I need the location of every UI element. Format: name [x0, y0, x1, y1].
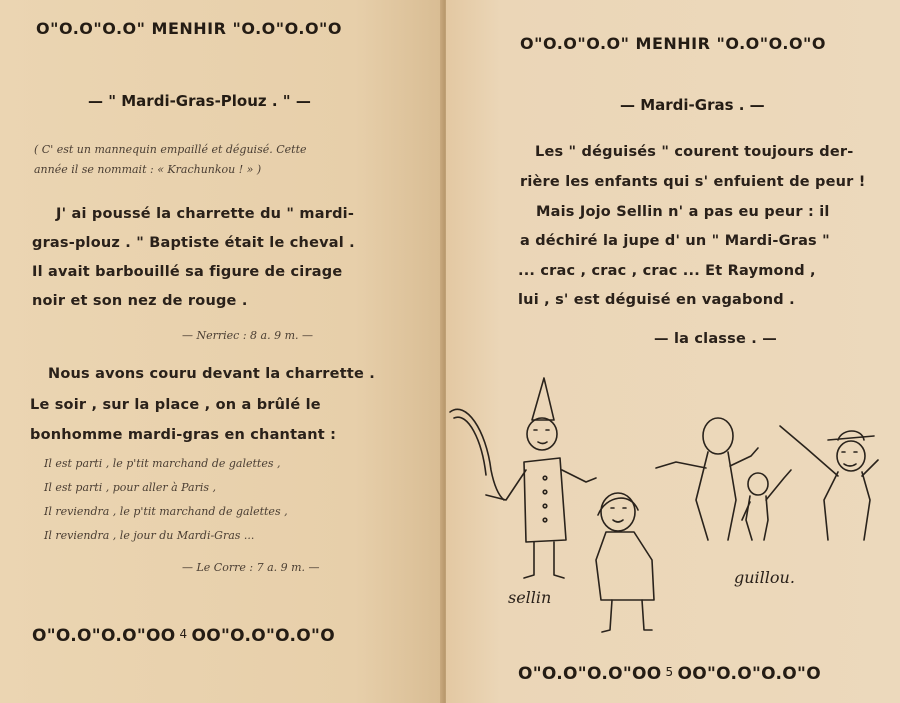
- small-figure-drawing: [742, 470, 791, 540]
- girl-figure-drawing: [596, 493, 654, 632]
- song-line: Il reviendra , le jour du Mardi-Gras ...: [44, 529, 255, 542]
- signature: — Nerriec : 8 a. 9 m. —: [182, 329, 314, 342]
- paragraph-line: lui , s' est déguisé en vagabond .: [518, 292, 795, 308]
- paragraph-line: noir et son nez de rouge .: [32, 293, 248, 309]
- page-number: 5: [665, 665, 674, 679]
- paragraph-line: J' ai poussé la charrette du " mardi-: [56, 206, 355, 222]
- song-line: Il reviendra , le p'tit marchand de galettes ,: [44, 505, 288, 518]
- paragraph-line: ... crac , crac , crac ... Et Raymond ,: [518, 263, 816, 279]
- drawing-signature-guillou: guillou.: [734, 568, 795, 587]
- paragraph-line: bonhomme mardi-gras en chantant :: [30, 427, 337, 443]
- right-page-title: — Mardi-Gras . —: [620, 96, 765, 114]
- paragraph-line: Il avait barbouillé sa figure de cirage: [32, 264, 343, 280]
- left-page-title: — " Mardi-Gras-Plouz . " —: [88, 92, 311, 110]
- intro-line: ( C' est un mannequin empaillé et déguisé. Cette: [34, 143, 307, 156]
- paragraph-line: gras-plouz . " Baptiste était le cheval .: [32, 235, 355, 251]
- hat-figure-drawing: [450, 378, 596, 578]
- paragraph-line: Le soir , sur la place , on a brûlé le: [30, 397, 321, 413]
- song-line: Il est parti , le p'tit marchand de galettes ,: [44, 457, 281, 470]
- left-page: [0, 0, 444, 703]
- drawing-signature-sellin: sellin: [508, 588, 552, 607]
- left-page-header: O"O.O"O.O" MENHIR "O.O"O.O"O: [36, 19, 342, 38]
- paragraph-line: Nous avons couru devant la charrette .: [48, 366, 375, 382]
- left-page-footer: [32, 626, 335, 646]
- right-page-header: O"O.O"O.O" MENHIR "O.O"O.O"O: [520, 34, 826, 53]
- cowboy-figure-drawing: [780, 426, 878, 540]
- intro-line: année il se nommait : « Krachunkou ! » ): [34, 163, 262, 176]
- class-signature: — la classe . —: [654, 331, 777, 347]
- paragraph-line: Mais Jojo Sellin n' a pas eu peur : il: [536, 204, 830, 220]
- footer-ornament: OO"O.O"O.O"O: [191, 626, 335, 646]
- waving-figure-drawing: [656, 418, 758, 540]
- footer-ornament: OO"O.O"O.O"O: [677, 664, 821, 684]
- page-number: 4: [179, 627, 188, 641]
- footer-ornament: O"O.O"O.O"OO: [518, 664, 662, 684]
- paragraph-line: a déchiré la jupe d' un " Mardi-Gras ": [520, 233, 830, 249]
- footer-ornament: O"O.O"O.O"OO: [32, 626, 176, 646]
- right-page: [446, 0, 900, 703]
- right-page-footer: [518, 664, 821, 684]
- paragraph-line: Les " déguisés " courent toujours der-: [535, 144, 854, 160]
- paragraph-line: rière les enfants qui s' enfuient de peur !: [520, 174, 866, 190]
- song-line: Il est parti , pour aller à Paris ,: [44, 481, 217, 494]
- signature: — Le Corre : 7 a. 9 m. —: [182, 561, 320, 574]
